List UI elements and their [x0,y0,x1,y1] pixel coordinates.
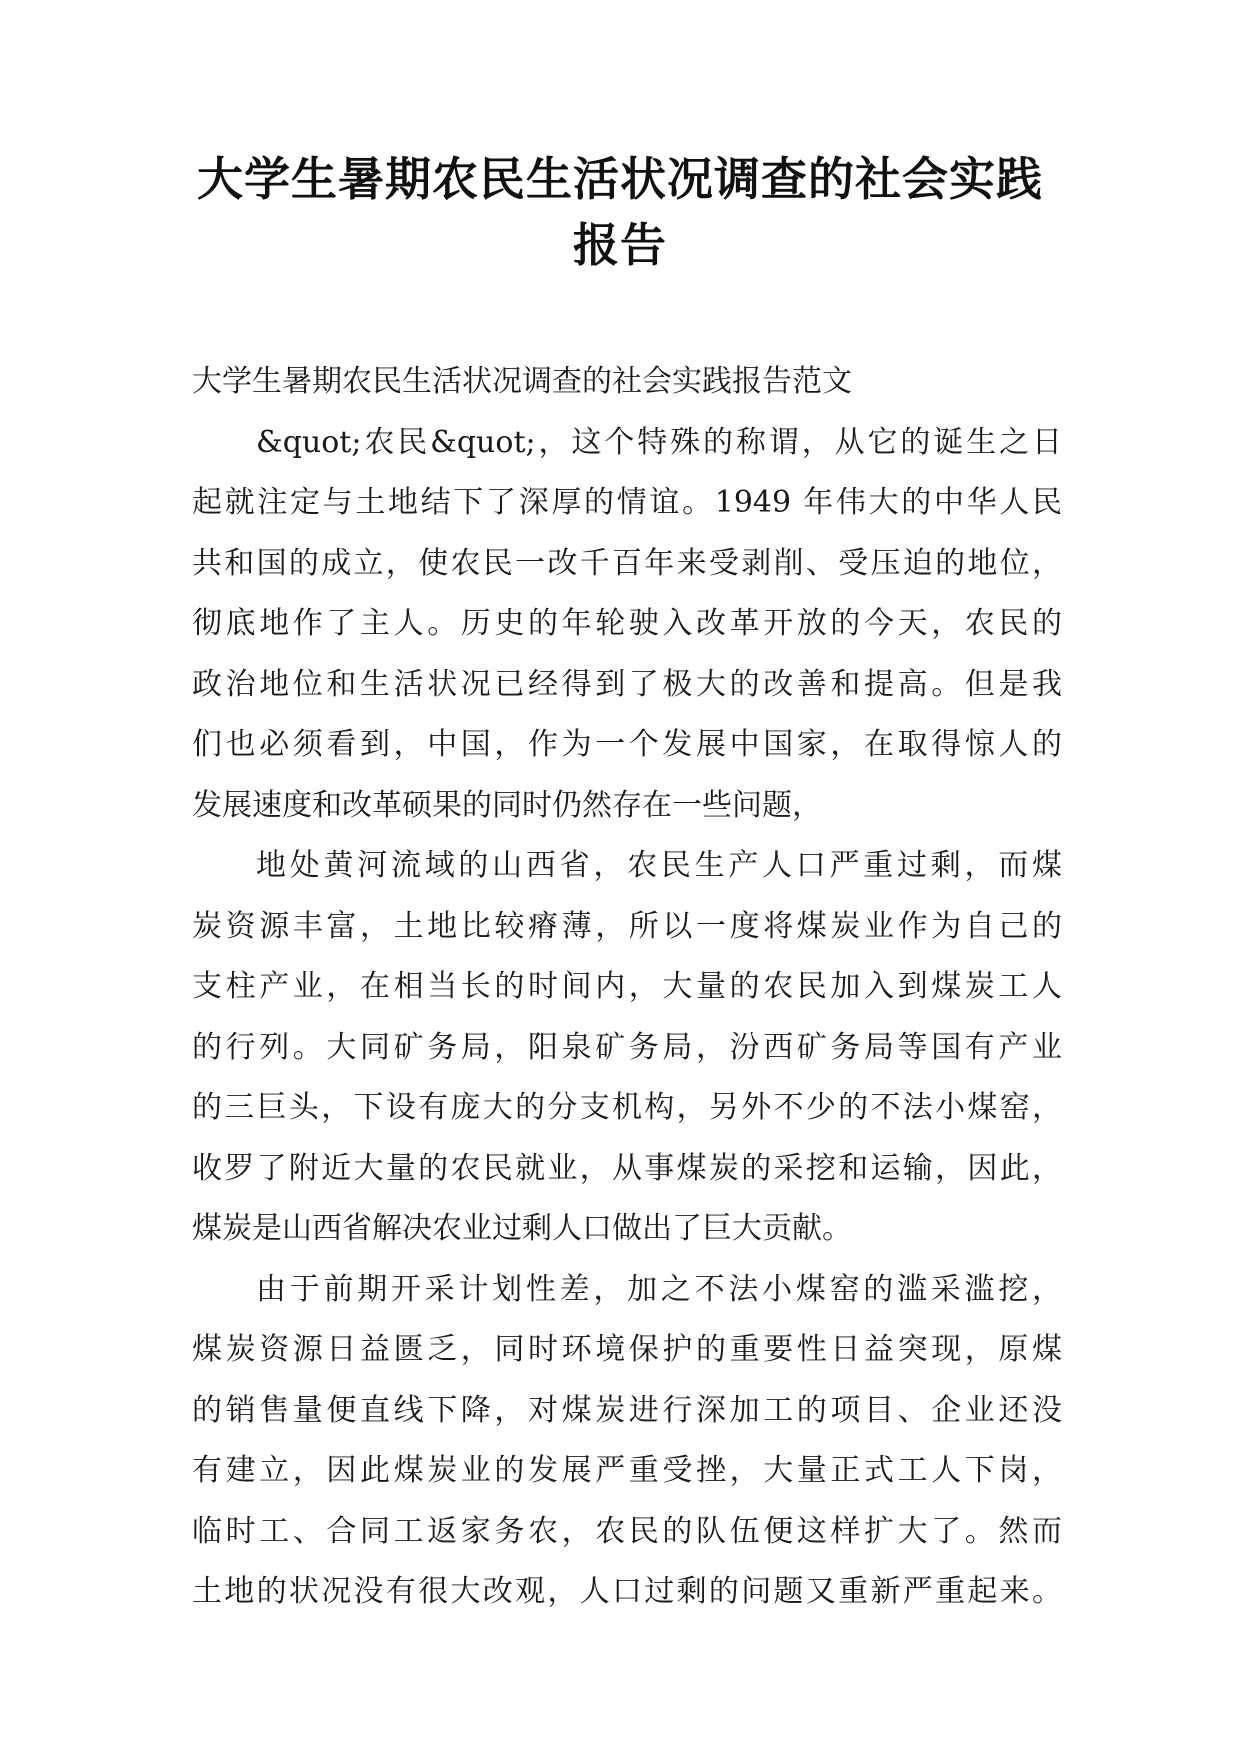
paragraph-1 [192,413,1062,837]
document-body [192,352,1062,1623]
paragraph-line: 政治地位和生活状况已经得到了极大的改善和提高。但是我 [192,666,1062,702]
paragraph-line: 的销售量便直线下降，对煤炭进行深加工的项目、企业还没 [192,1392,1062,1428]
paragraph-line: 收罗了附近大量的农民就业，从事煤炭的采挖和运输，因此， [192,1150,1062,1186]
paragraph-3 [192,1260,1062,1623]
paragraph-line: 共和国的成立，使农民一改千百年来受剥削、受压迫的地位， [192,545,1062,581]
paragraph-line: 的行列。大同矿务局，阳泉矿务局，汾西矿务局等国有产业 [192,1029,1062,1065]
paragraph-line: 彻底地作了主人。历史的年轮驶入改革开放的今天，农民的 [192,606,1062,641]
paragraph-line: &quot;农民&quot;，这个特殊的称谓，从它的诞生之日 [256,424,1062,460]
paragraph-line: 临时工、合同工返家务农，农民的队伍便这样扩大了。然而 [192,1513,1062,1549]
title-line-1: 大学生暑期农民生活状况调查的社会实践 [197,152,1043,206]
paragraph-line: 有建立，因此煤炭业的发展严重受挫，大量正式工人下岗， [192,1453,1062,1488]
paragraph-line: 土地的状况没有很大改观，人口过剩的问题又重新严重起来。 [192,1574,1062,1609]
paragraph-line: 们也必须看到，中国，作为一个发展中国家，在取得惊人的 [192,727,1062,762]
paragraph-line: 起就注定与土地结下了深厚的情谊。1949 年伟大的中华人民 [192,485,1062,520]
paragraph-line: 炭资源丰富，土地比较瘠薄，所以一度将煤炭业作为自己的 [192,908,1062,944]
paragraph-line: 发展速度和改革硕果的同时仍然存在一些问题， [192,787,822,823]
subtitle-line: 大学生暑期农民生活状况调查的社会实践报告范文 [192,364,852,399]
paragraph-line: 地处黄河流域的山西省，农民生产人口严重过剩，而煤 [256,848,1062,883]
paragraph-line: 的三巨头，下设有庞大的分支机构，另外不少的不法小煤窑， [192,1090,1062,1125]
paragraph-2 [192,836,1062,1260]
paragraph-line: 煤炭资源日益匮乏，同时环境保护的重要性日益突现，原煤 [192,1332,1062,1367]
title-line-2: 报告 [573,218,667,272]
paragraph-line: 由于前期开采计划性差，加之不法小煤窑的滥采滥挖， [256,1271,1062,1307]
paragraph-line: 煤炭是山西省解决农业过剩人口做出了巨大贡献。 [192,1211,852,1246]
document-title [150,146,1090,278]
paragraph-line: 支柱产业，在相当长的时间内，大量的农民加入到煤炭工人 [192,969,1062,1004]
